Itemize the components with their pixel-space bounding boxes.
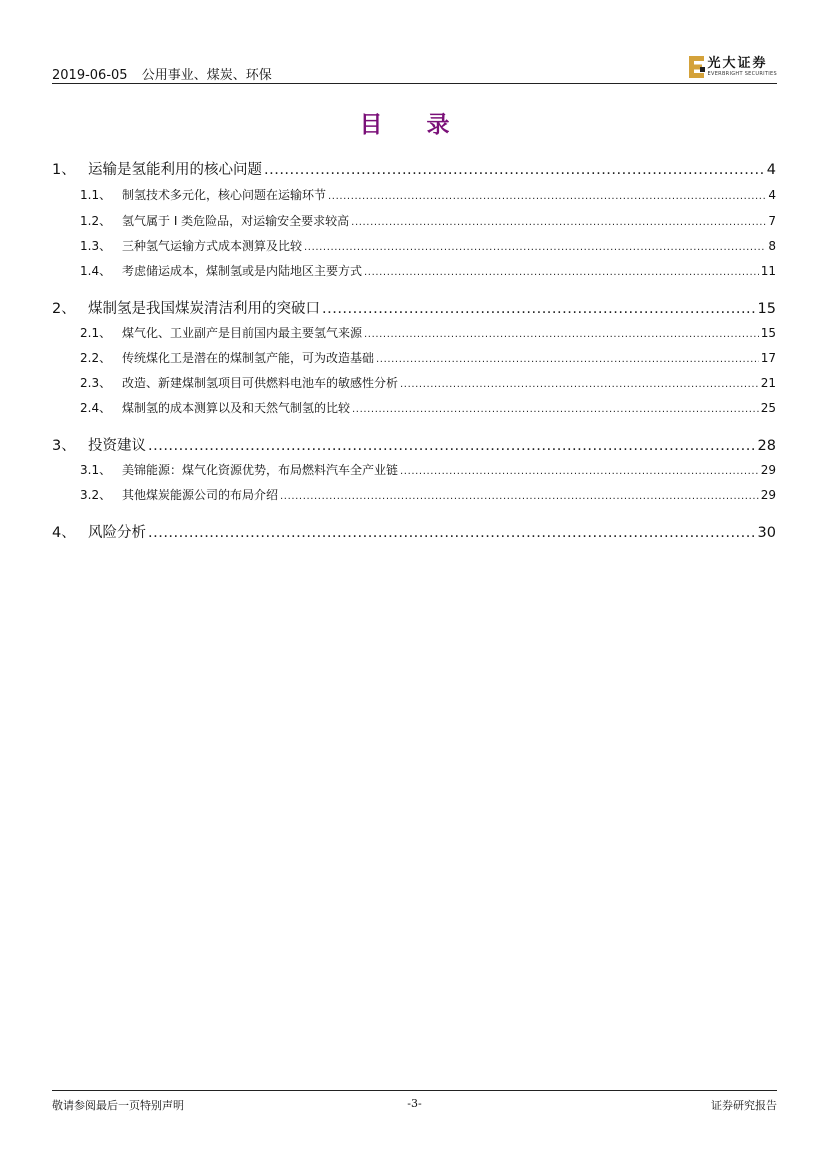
toc-dot-leader (400, 379, 759, 390)
toc-entry-number: 2.4、 (80, 401, 112, 415)
toc-entry-section[interactable] (80, 349, 776, 366)
toc-entry-title: 三种氢气运输方式成本测算及比较 (122, 239, 303, 253)
toc-entry-number: 3、 (52, 438, 76, 454)
toc-entry-page: 17 (760, 351, 776, 365)
toc-dot-leader (400, 466, 759, 477)
toc-entry-page: 15 (760, 326, 776, 340)
report-category: 公用事业、煤炭、环保 (141, 68, 272, 83)
toc-dot-leader (376, 354, 759, 365)
toc-entry-title: 运输是氢能利用的核心问题 (88, 162, 262, 178)
toc-entry-title: 其他煤炭能源公司的布局介绍 (122, 488, 279, 502)
toc-title: 目 录 (359, 111, 468, 138)
toc-entry-page: 15 (757, 301, 776, 317)
toc-entry-title: 煤制氢是我国煤炭清洁利用的突破口 (88, 301, 320, 317)
toc-entry-section[interactable] (80, 262, 776, 279)
company-logo (689, 54, 777, 80)
toc-entry-chapter[interactable] (52, 434, 776, 455)
report-date: 2019-06-05 (52, 68, 128, 83)
toc-entry-chapter[interactable] (52, 158, 776, 179)
toc-entry-chapter[interactable] (52, 521, 776, 542)
toc-entry-section[interactable] (80, 461, 776, 478)
toc-entry-title: 风险分析 (88, 525, 146, 541)
toc-entry-number: 2.1、 (80, 326, 112, 340)
toc-entry-section[interactable] (80, 399, 776, 416)
page-footer (52, 1090, 777, 1115)
header-text (52, 64, 272, 83)
toc-entry-section[interactable] (80, 374, 776, 391)
toc-entry-page: 8 (768, 239, 776, 253)
toc-entry-number: 1、 (52, 162, 76, 178)
toc-entry-number: 1.2、 (80, 214, 112, 228)
toc-entry-section[interactable] (80, 237, 776, 254)
toc-entry-page: 30 (757, 525, 776, 541)
toc-dot-leader (148, 438, 756, 454)
toc-entry-section[interactable] (80, 324, 776, 341)
toc-entry-number: 4、 (52, 525, 76, 541)
toc-entry-number: 2、 (52, 301, 76, 317)
toc-entry-number: 2.3、 (80, 376, 112, 390)
toc-dot-leader (322, 301, 756, 317)
toc-entry-page: 28 (757, 438, 776, 454)
toc-dot-leader (364, 329, 759, 340)
toc-dot-leader (264, 162, 765, 178)
toc-entry-number: 1.4、 (80, 264, 112, 278)
page-number: -3- (407, 1097, 422, 1110)
everbright-logo-icon (689, 56, 705, 78)
toc-entry-page: 25 (760, 401, 776, 415)
toc-entry-page: 29 (760, 488, 776, 502)
toc-entry-page: 4 (768, 188, 776, 202)
toc-entry-number: 3.2、 (80, 488, 112, 502)
toc-entry-page: 11 (760, 264, 776, 278)
toc-entry-chapter[interactable] (52, 297, 776, 318)
toc-entry-title: 氢气属于 I 类危险品，对运输安全要求较高 (122, 214, 350, 228)
toc-dot-leader (352, 404, 759, 415)
footer-disclaimer: 敬请参阅最后一页特别声明 (52, 1099, 184, 1112)
toc-entry-page: 21 (760, 376, 776, 390)
toc-entry-section[interactable] (80, 212, 776, 229)
toc-entry-page: 29 (760, 463, 776, 477)
toc-entry-page: 4 (766, 162, 776, 178)
toc-entry-section[interactable] (80, 486, 776, 503)
toc-entry-title: 考虑储运成本，煤制氢或是内陆地区主要方式 (122, 264, 363, 278)
toc-entry-number: 1.1、 (80, 188, 112, 202)
report-type: 证券研究报告 (711, 1099, 777, 1112)
toc-entry-number: 2.2、 (80, 351, 112, 365)
toc-entry-number: 3.1、 (80, 463, 112, 477)
toc-entry-title: 美锦能源：煤气化资源优势，布局燃料汽车全产业链 (122, 463, 399, 477)
toc-entry-number: 1.3、 (80, 239, 112, 253)
toc-dot-leader (304, 242, 766, 253)
toc-entry-title: 煤制氢的成本测算以及和天然气制氢的比较 (122, 401, 351, 415)
toc-entry-section[interactable] (80, 186, 776, 203)
logo-english-name: EVERBRIGHT SECURITIES (707, 70, 777, 77)
toc-dot-leader (280, 491, 759, 502)
toc-dot-leader (364, 267, 759, 278)
toc-entry-title: 煤气化、工业副产是目前国内最主要氢气来源 (122, 326, 363, 340)
logo-chinese-name: 光大证券 (707, 55, 768, 71)
toc-dot-leader (148, 525, 756, 541)
page-header (52, 56, 777, 84)
toc-entry-title: 改造、新建煤制氢项目可供燃料电池车的敏感性分析 (122, 376, 399, 390)
toc-dot-leader (328, 191, 766, 202)
toc-entry-title: 传统煤化工是潜在的煤制氢产能，可为改造基础 (122, 351, 375, 365)
toc-entry-title: 投资建议 (88, 438, 146, 454)
toc-entry-page: 7 (768, 214, 776, 228)
toc-entry-title: 制氢技术多元化，核心问题在运输环节 (122, 188, 327, 202)
toc-dot-leader (351, 217, 766, 228)
